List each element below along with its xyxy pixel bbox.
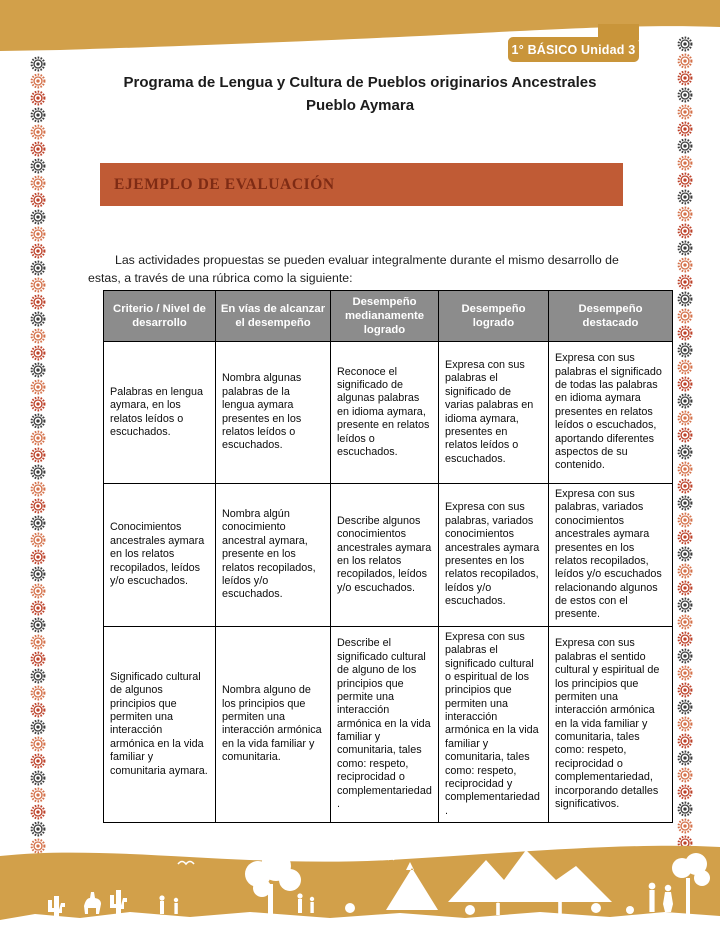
rosette-medallion-icon — [677, 478, 693, 494]
rubric-cell: Significado cultural de algunos principios que permiten una interacción armónica en la vida familiar y comunitaria aymara. — [104, 626, 216, 822]
rosette-medallion-icon — [677, 240, 693, 256]
rosette-medallion-icon — [30, 311, 46, 327]
rubric-cell: Reconoce el significado de algunas palabras en idioma aymara, presente en relatos leídos o escuchados. — [331, 342, 439, 484]
rosette-medallion-icon — [30, 175, 46, 191]
rosette-medallion-icon — [30, 787, 46, 803]
rosette-medallion-icon — [30, 107, 46, 123]
rosette-medallion-icon — [30, 804, 46, 820]
section-heading: EJEMPLO DE EVALUACIÓN — [114, 175, 335, 193]
rosette-medallion-icon — [677, 70, 693, 86]
rubric-cell: Describe algunos conocimientos ancestrales aymara en los relatos recopilados, leídos y/o escuchados. — [331, 484, 439, 627]
rosette-medallion-icon — [30, 583, 46, 599]
rosette-medallion-icon — [30, 447, 46, 463]
rosette-medallion-icon — [677, 818, 693, 834]
rosette-medallion-icon — [30, 430, 46, 446]
rosette-medallion-icon — [677, 580, 693, 596]
rubric-cell: Expresa con sus palabras el significado cultural o espiritual de los principios que permiten una interacción armónica en la vida familiar y comunitaria, tales como: respeto, reciprocidad y complementariedad. — [439, 626, 549, 822]
rosette-medallion-icon — [30, 770, 46, 786]
rosette-medallion-icon — [677, 138, 693, 154]
column-header: Criterio / Nivel de desarrollo — [104, 291, 216, 342]
table-row — [104, 342, 673, 484]
rosette-medallion-icon — [677, 597, 693, 613]
table-row — [104, 484, 673, 627]
column-header: Desempeño medianamente logrado — [331, 291, 439, 342]
rosette-medallion-icon — [677, 104, 693, 120]
rubric-cell: Palabras en lengua aymara, en los relatos leídos o escuchados. — [104, 342, 216, 484]
rubric-cell: Expresa con sus palabras el significado de varias palabras en idioma aymara, presentes en relatos leídos o escuchados. — [439, 342, 549, 484]
rosette-medallion-icon — [677, 444, 693, 460]
rosette-medallion-icon — [30, 634, 46, 650]
rosette-medallion-icon — [30, 209, 46, 225]
rosette-medallion-icon — [677, 546, 693, 562]
rosette-medallion-icon — [30, 753, 46, 769]
rosette-medallion-icon — [677, 716, 693, 732]
rosette-medallion-icon — [30, 617, 46, 633]
page-title — [60, 72, 660, 117]
rosette-medallion-icon — [30, 821, 46, 837]
rosette-medallion-icon — [30, 90, 46, 106]
evaluation-rubric-table — [103, 290, 673, 823]
column-header: Desempeño destacado — [549, 291, 673, 342]
rosette-medallion-icon — [30, 413, 46, 429]
rosette-medallion-icon — [30, 141, 46, 157]
rubric-cell: Nombra algunas palabras de la lengua aymara presentes en los relatos leídos o escuchados. — [216, 342, 331, 484]
rosette-medallion-icon — [677, 614, 693, 630]
rubric-cell: Expresa con sus palabras el sentido cultural y espiritual de los principios que permiten una interacción armónica en la vida familiar y comunitaria, tales como: respeto, reciprocidad o complementariedad, incorporando detalles significativos. — [549, 626, 673, 822]
rosette-medallion-icon — [30, 73, 46, 89]
rosette-medallion-icon — [677, 461, 693, 477]
table-row — [104, 626, 673, 822]
left-decorative-border — [30, 56, 48, 854]
rosette-medallion-icon — [30, 464, 46, 480]
rosette-medallion-icon — [30, 651, 46, 667]
rosette-medallion-icon — [30, 294, 46, 310]
rosette-medallion-icon — [677, 427, 693, 443]
rosette-medallion-icon — [677, 342, 693, 358]
rosette-medallion-icon — [30, 277, 46, 293]
column-header: En vías de alcanzar el desempeño — [216, 291, 331, 342]
rosette-medallion-icon — [30, 124, 46, 140]
rosette-medallion-icon — [30, 260, 46, 276]
rosette-medallion-icon — [677, 410, 693, 426]
rosette-medallion-icon — [30, 158, 46, 174]
rosette-medallion-icon — [30, 668, 46, 684]
rosette-medallion-icon — [30, 532, 46, 548]
rosette-medallion-icon — [30, 192, 46, 208]
rosette-medallion-icon — [30, 702, 46, 718]
intro-paragraph: Las actividades propuestas se pueden evaluar integralmente durante el mismo desarrollo de estas, a través de una rúbrica como la siguiente: — [88, 253, 619, 285]
rosette-medallion-icon — [677, 699, 693, 715]
rosette-medallion-icon — [30, 396, 46, 412]
rosette-medallion-icon — [677, 87, 693, 103]
rubric-cell: Nombra algún conocimiento ancestral aymara, presente en los relatos recopilados, leídos y/o escuchados. — [216, 484, 331, 627]
rosette-medallion-icon — [30, 515, 46, 531]
section-heading-band — [100, 163, 623, 206]
rosette-medallion-icon — [677, 206, 693, 222]
rosette-medallion-icon — [677, 529, 693, 545]
rosette-medallion-icon — [677, 189, 693, 205]
footer-landscape-silhouette — [0, 840, 720, 932]
rosette-medallion-icon — [677, 257, 693, 273]
rosette-medallion-icon — [30, 243, 46, 259]
rosette-medallion-icon — [30, 685, 46, 701]
rosette-medallion-icon — [677, 121, 693, 137]
rosette-medallion-icon — [30, 566, 46, 582]
rubric-cell: Nombra alguno de los principios que permiten una interacción armónica en la vida familiar y comunitaria. — [216, 626, 331, 822]
rubric-header-row — [104, 291, 673, 342]
rosette-medallion-icon — [30, 719, 46, 735]
rosette-medallion-icon — [677, 631, 693, 647]
rubric-cell: Conocimientos ancestrales aymara en los relatos recopilados, leídos y/o escuchados. — [104, 484, 216, 627]
rosette-medallion-icon — [677, 172, 693, 188]
rosette-medallion-icon — [677, 325, 693, 341]
rosette-medallion-icon — [30, 481, 46, 497]
right-decorative-border — [677, 36, 695, 851]
title-line-2: Pueblo Aymara — [305, 96, 415, 114]
rosette-medallion-icon — [30, 345, 46, 361]
rosette-medallion-icon — [677, 359, 693, 375]
rosette-medallion-icon — [30, 56, 46, 72]
rosette-medallion-icon — [30, 600, 46, 616]
rosette-medallion-icon — [677, 223, 693, 239]
rosette-medallion-icon — [677, 36, 693, 52]
rosette-medallion-icon — [677, 801, 693, 817]
rosette-medallion-icon — [30, 549, 46, 565]
rosette-medallion-icon — [677, 648, 693, 664]
rubric-cell: Expresa con sus palabras el significado de todas las palabras en idioma aymara presentes en relatos leídos o escuchados, aportando diferentes aspectos de su contenido. — [549, 342, 673, 484]
rosette-medallion-icon — [677, 53, 693, 69]
rosette-medallion-icon — [30, 328, 46, 344]
rosette-medallion-icon — [677, 733, 693, 749]
rosette-medallion-icon — [677, 784, 693, 800]
rosette-medallion-icon — [677, 376, 693, 392]
rosette-medallion-icon — [677, 308, 693, 324]
rosette-medallion-icon — [30, 736, 46, 752]
rosette-medallion-icon — [677, 393, 693, 409]
unit-badge: 1° BÁSICO Unidad 3 — [508, 37, 639, 62]
rosette-medallion-icon — [677, 495, 693, 511]
rubric-cell: Describe el significado cultural de alguno de los principios que permite una interacción armónica en la vida familiar y comunitaria, tales como: respeto, reciprocidad o complementariedad. — [331, 626, 439, 822]
rosette-medallion-icon — [30, 226, 46, 242]
rosette-medallion-icon — [677, 563, 693, 579]
rosette-medallion-icon — [677, 155, 693, 171]
column-header: Desempeño logrado — [439, 291, 549, 342]
rosette-medallion-icon — [30, 362, 46, 378]
rubric-cell: Expresa con sus palabras, variados conocimientos ancestrales aymara presentes en los relatos recopilados, leídos y/o escuchados relacionando algunos de estos con el presente. — [549, 484, 673, 627]
rosette-medallion-icon — [677, 682, 693, 698]
rosette-medallion-icon — [677, 274, 693, 290]
rosette-medallion-icon — [677, 512, 693, 528]
rosette-medallion-icon — [30, 498, 46, 514]
rosette-medallion-icon — [677, 767, 693, 783]
rubric-cell: Expresa con sus palabras, variados conocimientos ancestrales aymara presentes en los relatos recopilados, leídos y/o escuchados. — [439, 484, 549, 627]
title-line-1: Programa de Lengua y Cultura de Pueblos originarios Ancestrales — [123, 74, 597, 91]
rosette-medallion-icon — [677, 665, 693, 681]
rosette-medallion-icon — [677, 750, 693, 766]
rosette-medallion-icon — [30, 379, 46, 395]
rosette-medallion-icon — [677, 291, 693, 307]
